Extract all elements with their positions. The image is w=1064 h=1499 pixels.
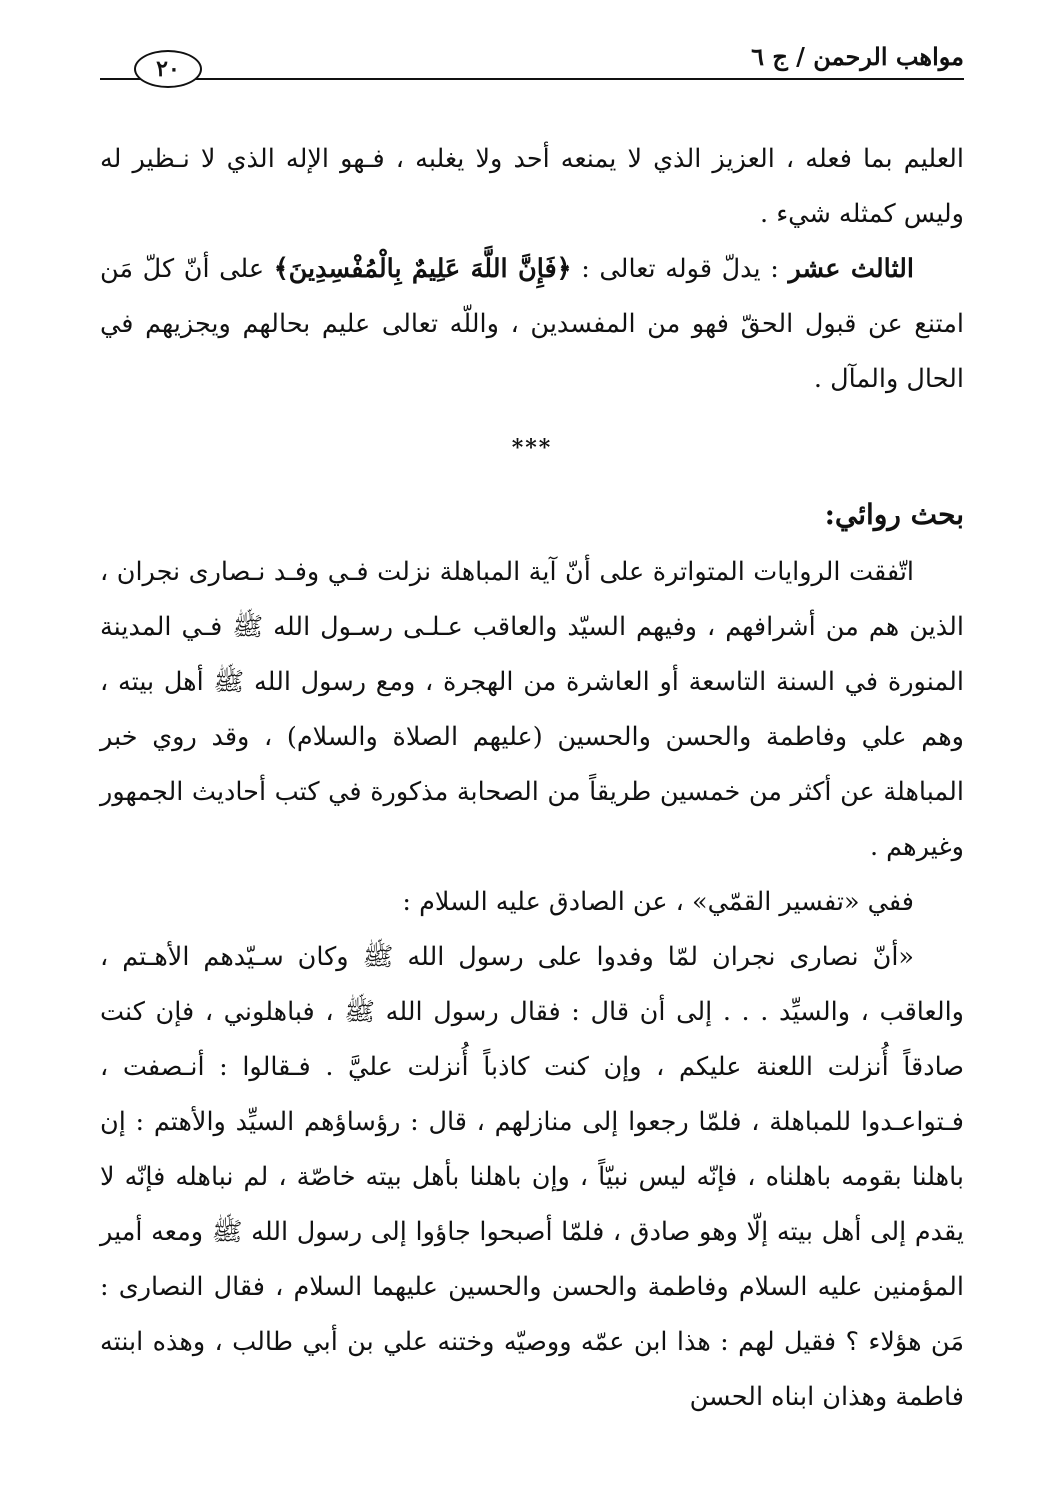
- section-heading: بحث روائي:: [824, 498, 964, 531]
- paragraph-quoted-narration: «أنّ نصارى نجران لمّا وفدوا على رسول الله ﷺ وكان سـيّدهم الأهـتم ، والعاقب ، والسيِّد . . . إلى أن قال : فقال رسول الله ﷺ ، فباهلوني ، فإن كنت صادقاً أُنزلت اللعنة عليكم ، وإن كنت كاذباً أُنزلت عليَّ . فـقالوا : أنـصفت ، فـتواعـدوا للمباهلة ، فلمّا رجعوا إلى منازلهم ، قال : رؤساؤهم السيِّد والأهتم : إن باهلنا بقومه باهلناه ، فإنّه ليس نبيّاً ، وإن باهلنا بأهل بيته خاصّة ، لم نباهله فإنّه لا يقدم إلى أهل بيته إلّا وهو صادق ، فلمّا أصبحوا جاؤوا إلى رسول الله ﷺ ومعه أمير المؤمنين عليه السلام وفاطمة والحسن والحسين عليهما السلام ، فقال النصارى : مَن هؤلاء ؟ فقيل لهم : هذا ابن عمّه ووصيّه وختنه علي بن أبي طالب ، وهذه ابنته فاطمة وهذان ابناه الحسن: [100, 942, 964, 1412]
- paragraph-text-pre: : يدلّ قوله تعالى :: [571, 254, 789, 284]
- page-header: [100, 40, 964, 84]
- paragraph-text-post: على أنّ كلّ مَن امتنع عن قبول الحقّ فهو من المفسدين ، واللّه تعالى عليم بحالهم ويجزيهم في الحال والمآل .: [100, 254, 964, 394]
- paragraph-narrations: اتّفقت الروايات المتواترة على أنّ آية المباهلة نزلت فـي وفـد نـصارى نجران ، الذين هم من أشرافهم ، وفيهم السيّد والعاقب عـلـى رسـول الله ﷺ فـي المدينة المنورة في السنة التاسعة أو العاشرة من الهجرة ، ومع رسول الله ﷺ أهل بيته ، وهم علي وفاطمة والحسن والحسين (عليهم الصلاة والسلام) ، وقد روي خبر المباهلة عن أكثر من خمسين طريقاً من الصحابة مذكورة في كتب أحاديث الجمهور وغيرهم .: [100, 557, 964, 862]
- header-rule: [100, 78, 964, 80]
- paragraph-thirteenth-point: [100, 242, 964, 407]
- section-separator: ***: [511, 435, 553, 461]
- page-body: [100, 132, 964, 1425]
- quran-verse: ﴿فَإِنَّ اللَّهَ عَلِيمٌ بِالْمُفْسِدِينَ﴾: [273, 254, 572, 284]
- running-title: مواهب الرحمن / ج ٦: [751, 42, 964, 71]
- paragraph-continuation: العليم بما فعله ، العزيز الذي لا يمنعه أحد ولا يغلبه ، فـهو الإله الذي لا نـظير له وليس كمثله شيء .: [100, 144, 964, 229]
- point-heading: الثالث عشر: [788, 254, 914, 284]
- paragraph-source-citation: ففي «تفسير القمّي» ، عن الصادق عليه السلام :: [402, 887, 914, 917]
- page-number: ٢٠: [134, 50, 202, 88]
